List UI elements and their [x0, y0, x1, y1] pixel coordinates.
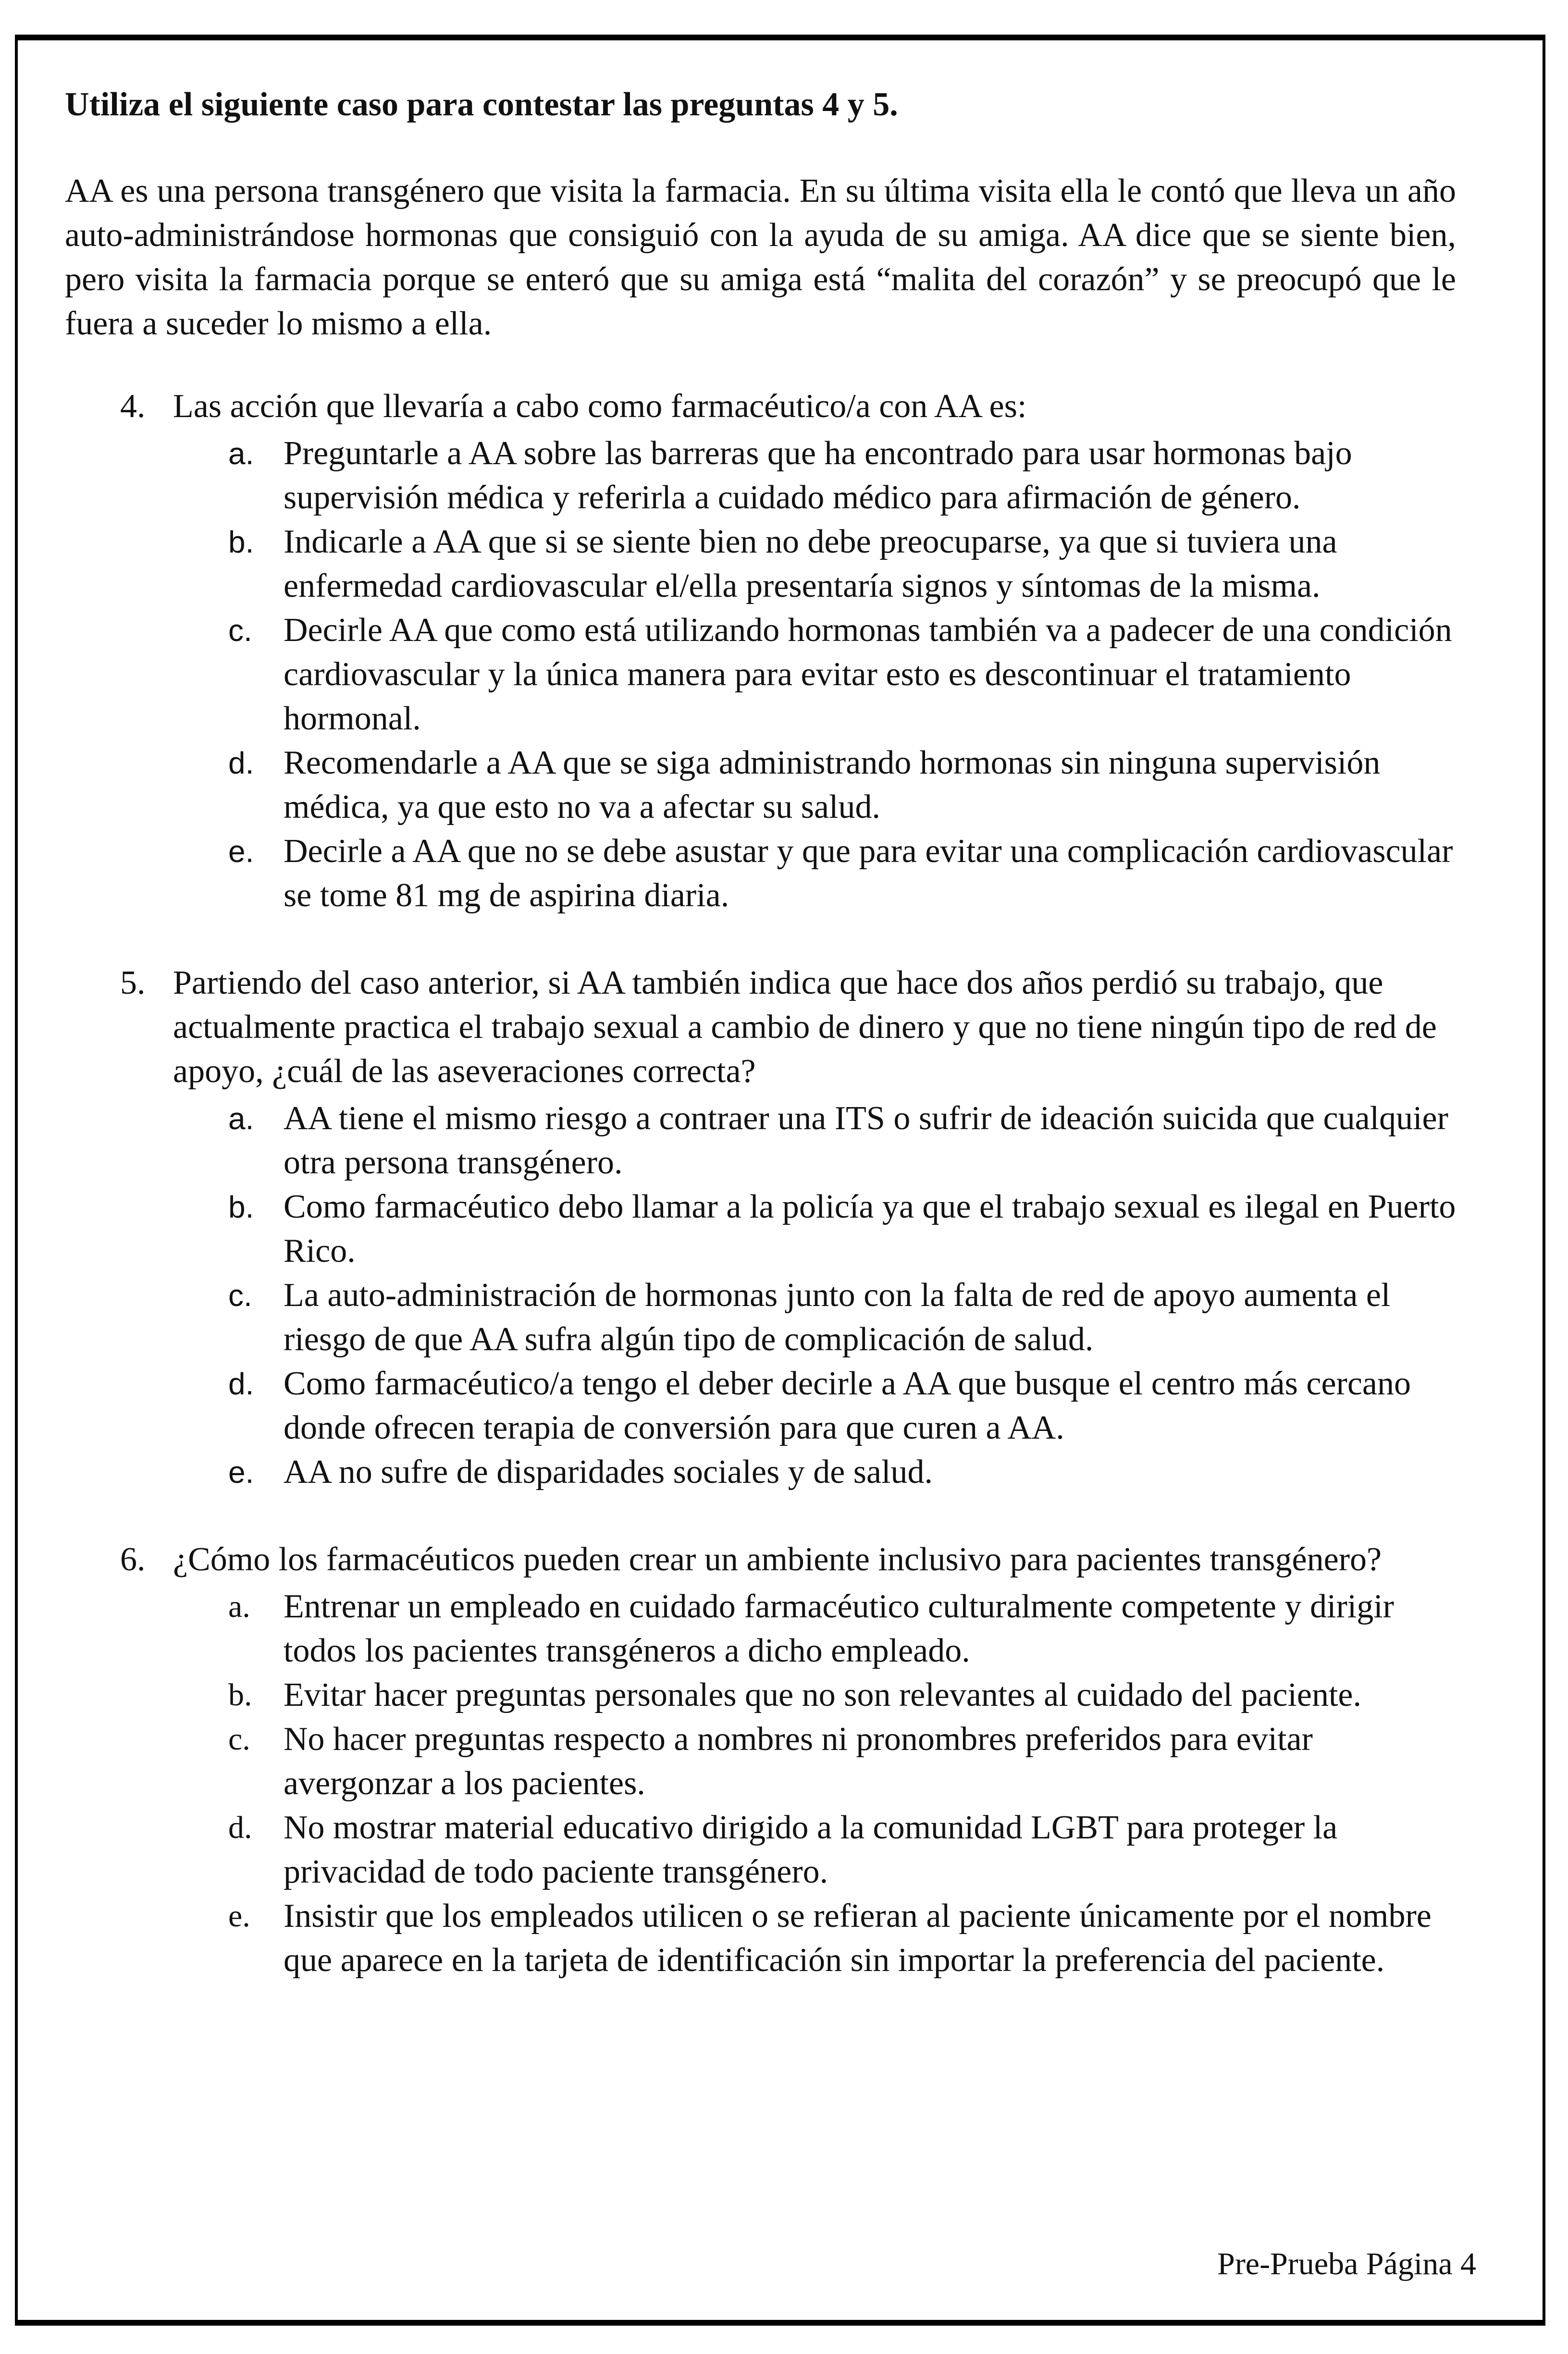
option-a — [173, 1585, 1456, 1673]
option-letter: a. — [228, 1101, 254, 1136]
question-number: 5. — [120, 964, 146, 1001]
option-letter: e. — [228, 1898, 250, 1934]
question-6 — [65, 1538, 1456, 1983]
question-text: Partiendo del caso anterior, si AA también indica que hace dos años perdió su trabajo, que actualmente practica el trabajo sexual a cambio de dinero y que no tiene ningún tipo de red de apoyo, ¿cuál de las aseveraciones correcta? — [173, 964, 1437, 1090]
option-e — [173, 829, 1456, 918]
option-text: Decirle a AA que no se debe asustar y que para evitar una complicación cardiovascular se tome 81 mg de aspirina diaria. — [284, 833, 1453, 914]
option-text: AA no sufre de disparidades sociales y de salud. — [284, 1454, 933, 1491]
option-text: Recomendarle a AA que se siga administrando hormonas sin ninguna supervisión médica, ya que esto no va a afectar su salud. — [284, 744, 1381, 826]
option-text: No hacer preguntas respecto a nombres ni pronombres preferidos para evitar avergonzar a los pacientes. — [284, 1721, 1313, 1802]
option-b — [173, 1673, 1456, 1717]
option-text: Evitar hacer preguntas personales que no son relevantes al cuidado del paciente. — [284, 1676, 1361, 1713]
document-page — [15, 35, 1545, 2326]
option-text: Insistir que los empleados utilicen o se refieran al paciente únicamente por el nombre que aparece en la tarjeta de identificación sin importar la preferencia del paciente. — [284, 1898, 1432, 1979]
option-text: Como farmacéutico debo llamar a la policía ya que el trabajo sexual es ilegal en Puerto Rico. — [284, 1188, 1456, 1269]
option-b — [173, 1185, 1456, 1273]
option-c — [173, 1273, 1456, 1362]
question-4 — [65, 384, 1456, 918]
option-text: Como farmacéutico/a tengo el deber decirle a AA que busque el centro más cercano donde ofrecen terapia de conversión para que curen a AA. — [284, 1365, 1411, 1446]
option-letter: b. — [228, 1190, 254, 1224]
option-text: Entrenar un empleado en cuidado farmacéutico culturalmente competente y dirigir todos los pacientes transgéneros a dicho empleado. — [284, 1588, 1394, 1669]
option-letter: a. — [228, 1589, 250, 1624]
question-number: 4. — [120, 388, 146, 425]
question-text: ¿Cómo los farmacéuticos pueden crear un ambiente inclusivo para pacientes transgénero? — [173, 1541, 1382, 1578]
option-c — [173, 608, 1456, 741]
option-list — [173, 431, 1456, 918]
page-footer: Pre-Prueba Página 4 — [1217, 2246, 1476, 2281]
option-letter: d. — [228, 746, 254, 780]
option-text: AA tiene el mismo riesgo a contraer una ITS o sufrir de ideación suicida que cualquier otra persona transgénero. — [284, 1100, 1448, 1181]
option-e — [173, 1894, 1456, 1983]
option-d — [173, 741, 1456, 829]
option-text: No mostrar material educativo dirigido a la comunidad LGBT para proteger la privacidad de todo paciente transgénero. — [284, 1809, 1338, 1890]
question-number: 6. — [120, 1541, 146, 1578]
option-letter: e. — [228, 1455, 254, 1490]
option-b — [173, 520, 1456, 608]
question-5 — [65, 961, 1456, 1494]
option-text: Indicarle a AA que si se siente bien no debe preocuparse, ya que si tuviera una enfermedad cardiovascular el/ella presentaría signos y síntomas de la misma. — [284, 523, 1337, 604]
option-letter: a. — [228, 436, 254, 471]
case-heading: Utiliza el siguiente caso para contestar las preguntas 4 y 5. — [65, 86, 898, 123]
case-paragraph: AA es una persona transgénero que visita la farmacia. En su última visita ella le contó que lleva un año auto-administrándose hormonas que consiguió con la ayuda de su amiga. AA dice que se siente bien, pero visita la farmacia porque se enteró que su amiga está “malita del corazón” y se preocupó que le fuera a suceder lo mismo a ella. — [65, 173, 1456, 342]
option-text: La auto-administración de hormonas junto con la falta de red de apoyo aumenta el riesgo de que AA sufra algún tipo de complicación de salud. — [284, 1277, 1391, 1358]
option-d — [173, 1362, 1456, 1450]
option-a — [173, 431, 1456, 520]
option-list — [173, 1585, 1456, 1983]
option-list — [173, 1097, 1456, 1494]
option-a — [173, 1097, 1456, 1185]
option-text: Preguntarle a AA sobre las barreras que ha encontrado para usar hormonas bajo supervisión médica y referirla a cuidado médico para afirmación de género. — [284, 435, 1352, 516]
option-letter: d. — [228, 1367, 254, 1401]
option-letter: b. — [228, 525, 254, 559]
option-letter: d. — [228, 1810, 252, 1845]
option-text: Decirle AA que como está utilizando hormonas también va a padecer de una condición cardiovascular y la única manera para evitar esto es descontinuar el tratamiento hormonal. — [284, 612, 1452, 737]
option-letter: c. — [228, 1278, 252, 1313]
option-e — [173, 1450, 1456, 1494]
option-c — [173, 1717, 1456, 1806]
option-d — [173, 1806, 1456, 1894]
page-content — [65, 55, 1456, 1983]
option-letter: e. — [228, 834, 254, 869]
option-letter: c. — [228, 1722, 250, 1757]
question-text: Las acción que llevaría a cabo como farmacéutico/a con AA es: — [173, 388, 1027, 425]
option-letter: c. — [228, 613, 252, 648]
option-letter: b. — [228, 1677, 252, 1713]
